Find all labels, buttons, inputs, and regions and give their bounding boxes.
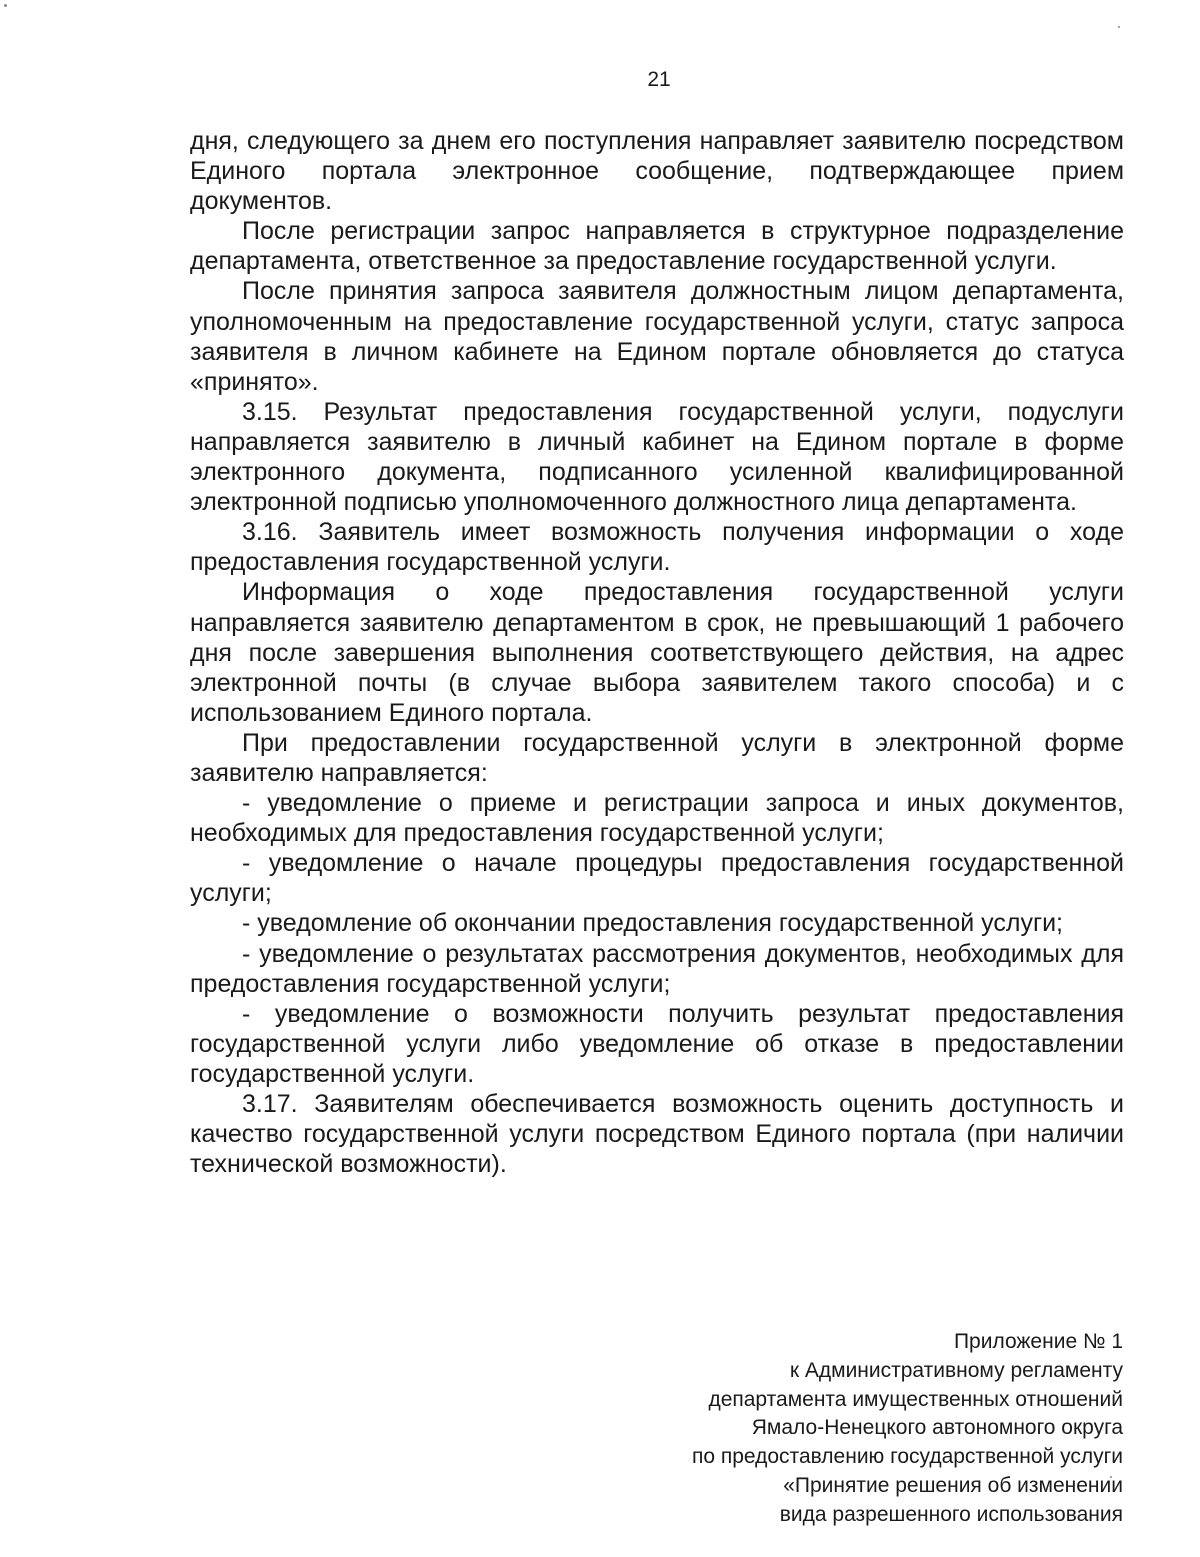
appendix-line: «Принятие решения об изменении (783, 1473, 1123, 1497)
list-item: - уведомление об окончании предоставления государственной услуги; (242, 909, 1063, 938)
paragraph: 3.16. Заявитель имеет возможность получения информации о ходе предоставления государственной услуги. (190, 518, 1124, 577)
list-item: - уведомление о начале процедуры предоставления государственной услуги; (190, 849, 1124, 908)
appendix-header (563, 1328, 1123, 1530)
document-body (190, 126, 1124, 1179)
paragraph: 3.15. Результат предоставления государственной услуги, подуслуги направляется заявителю в личный кабинет на Едином портале в форме электронного документа, подписанного усиленной квалифицированной электронной подписью уполномоченного должностного лица департамента. (190, 397, 1124, 517)
page-number: 21 (647, 68, 671, 91)
paragraph: После принятия запроса заявителя должностным лицом департамента, уполномоченным на предоставление государственной услуги, статус запроса заявителя в личном кабинете на Едином портале обновляется до статуса «принято». (190, 277, 1124, 396)
appendix-line: по предоставлению государственной услуги (691, 1445, 1123, 1469)
list-item: - уведомление о результатах рассмотрения документов, необходимых для предоставления государственной услуги; (190, 939, 1124, 998)
paragraph: После регистрации запрос направляется в структурное подразделение департамента, ответственное за предоставление государственной услуги. (190, 217, 1124, 276)
paragraph: дня, следующего за днем его поступления направляет заявителю посредством Единого портала электронное сообщение, подтверждающее прием документов. (190, 127, 1124, 216)
paragraph: При предоставлении государственной услуги в электронной форме заявителю направляется: (190, 728, 1124, 787)
appendix-line: Приложение № 1 (953, 1330, 1123, 1353)
list-item: - уведомление о возможности получить результат предоставления государственной услуги либо уведомление об отказе в предоставлении государственной услуги. (190, 999, 1124, 1088)
appendix-line: департамента имущественных отношений (708, 1387, 1123, 1411)
list-item: - уведомление о приеме и регистрации запроса и иных документов, необходимых для предоставления государственной услуги; (190, 789, 1124, 848)
scan-speck (4, 4, 7, 7)
appendix-line: к Административному регламенту (789, 1358, 1123, 1382)
paragraph: 3.17. Заявителям обеспечивается возможность оценить доступность и качество государственной услуги посредством Единого портала (при наличии технической возможности). (190, 1090, 1124, 1179)
appendix-line: Ямало-Ненецкого автономного округа (751, 1416, 1123, 1440)
appendix-line: вида разрешенного использования (779, 1502, 1123, 1526)
scan-speck (1118, 26, 1120, 28)
paragraph: Информация о ходе предоставления государственной услуги направляется заявителю департаментом в срок, не превышающий 1 рабочего дня после завершения выполнения соответствующего действия, на адрес электронной почты (в случае выбора заявителем такого способа) и с использованием Единого портала. (190, 578, 1124, 727)
